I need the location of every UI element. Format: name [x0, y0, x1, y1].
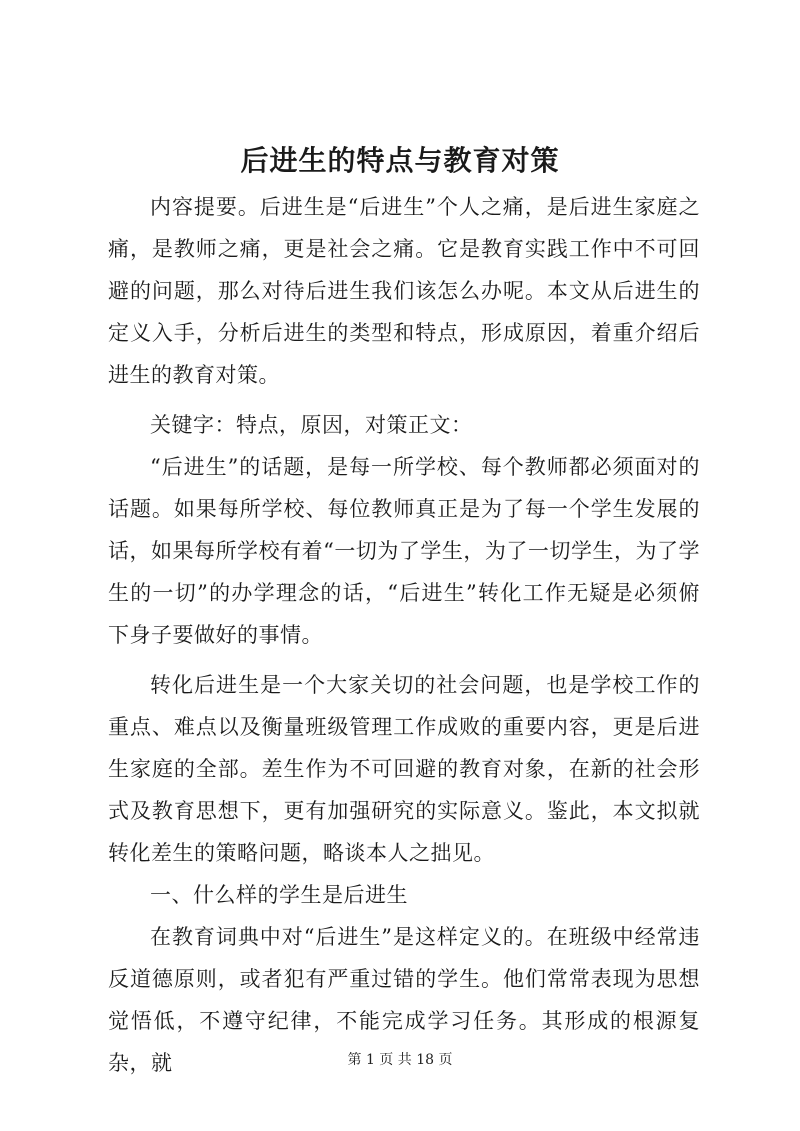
page-footer: 第 1 页 共 18 页	[347, 1052, 453, 1068]
document-body	[108, 186, 700, 1084]
paragraph-abstract: 内容提要。后进生是“后进生”个人之痛，是后进生家庭之痛，是教师之痛，更是社会之痛。它是教育实践工作中不可回避的问题，那么对待后进生我们该怎么办呢。本文从后进生的定义入手，分析后进生的类型和特点，形成原因，着重介绍后进生的教育对策。	[108, 195, 700, 387]
paragraph-purpose: 转化后进生是一个大家关切的社会问题，也是学校工作的重点、难点以及衡量班级管理工作成败的重要内容，更是后进生家庭的全部。差生作为不可回避的教育对象，在新的社会形式及教育思想下，更有加强研究的实际意义。鉴此，本文拟就转化差生的策略问题，略谈本人之拙见。	[108, 673, 700, 865]
paragraph-definition: 在教育词典中对“后进生”是这样定义的。在班级中经常违反道德原则，或者犯有严重过错的学生。他们常常表现为思想觉悟低，不遵守纪律，不能完成学习任务。其形成的根源复杂，就	[108, 925, 700, 1075]
paragraph-keywords: 关键字：特点，原因，对策正文：	[150, 413, 473, 437]
document-title: 后进生的特点与教育对策	[240, 144, 560, 177]
section-heading-1: 一、什么样的学生是后进生	[150, 883, 408, 907]
paragraph-intro: “后进生”的话题，是每一所学校、每个教师都必须面对的话题。如果每所学校、每位教师真正是为了每一个学生发展的话，如果每所学校有着“一切为了学生，为了一切学生，为了学生的一切”的办学理念的话，“后进生”转化工作无疑是必须俯下身子要做好的事情。	[108, 455, 700, 647]
